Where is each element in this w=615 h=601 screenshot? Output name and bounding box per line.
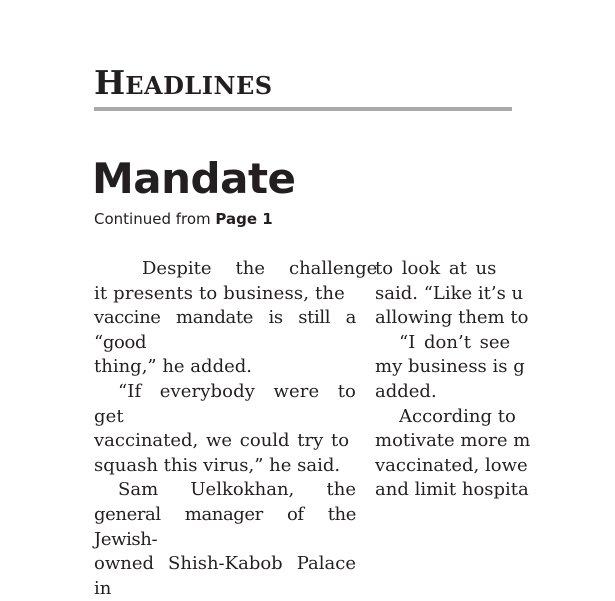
text-line: to look at us <box>375 258 497 279</box>
continued-prefix: Continued from <box>94 210 216 228</box>
text-line: According to <box>399 405 516 427</box>
text-line: it presents to business, the <box>94 282 345 304</box>
section-divider <box>94 107 512 111</box>
justified-line <box>70 257 378 282</box>
text-line: said. “Like it’s u <box>375 282 524 304</box>
justified-line <box>70 478 356 503</box>
text-line: my business is g <box>375 356 525 378</box>
word: challenge <box>288 258 378 279</box>
article-column-1 <box>94 257 378 601</box>
paragraph <box>94 380 356 478</box>
text-line: vaccine mandate is still a “good <box>94 307 356 353</box>
text-line: “If everybody were to get <box>94 380 356 427</box>
article-column-2 <box>375 257 615 503</box>
section-header <box>94 63 273 102</box>
paragraph <box>94 257 378 380</box>
text-line: vaccinated, lowe <box>375 454 528 476</box>
section-header-rest: EADLINES <box>125 71 273 100</box>
text-line: added. <box>375 380 437 402</box>
paragraph <box>375 405 615 503</box>
continued-from-line <box>94 212 273 227</box>
word: Sam <box>118 479 159 501</box>
section-header-initial: H <box>94 63 126 102</box>
text-line: allowing them to <box>375 307 529 329</box>
paragraph <box>375 257 615 331</box>
text-line: motivate more m <box>375 430 531 452</box>
text-line: and limit hospita <box>375 479 529 501</box>
article-headline: Mandate <box>92 154 296 203</box>
text-line: thing,” he added. <box>94 356 252 378</box>
text-line: owned Shish-Kabob Palace in <box>94 553 356 599</box>
text-line: general manager of the Jewish- <box>94 503 356 550</box>
word: the <box>235 258 265 279</box>
text-line: “I don’t see <box>399 331 511 353</box>
word: Despite <box>142 258 212 279</box>
word: the <box>326 479 356 501</box>
continued-page-ref: Page 1 <box>215 210 273 228</box>
word: Uelkokhan, <box>190 479 295 501</box>
paragraph <box>94 478 356 601</box>
text-line: squash this virus,” he said. <box>94 454 341 476</box>
text-line: vaccinated, we could try to <box>94 430 350 452</box>
paragraph <box>375 331 615 405</box>
